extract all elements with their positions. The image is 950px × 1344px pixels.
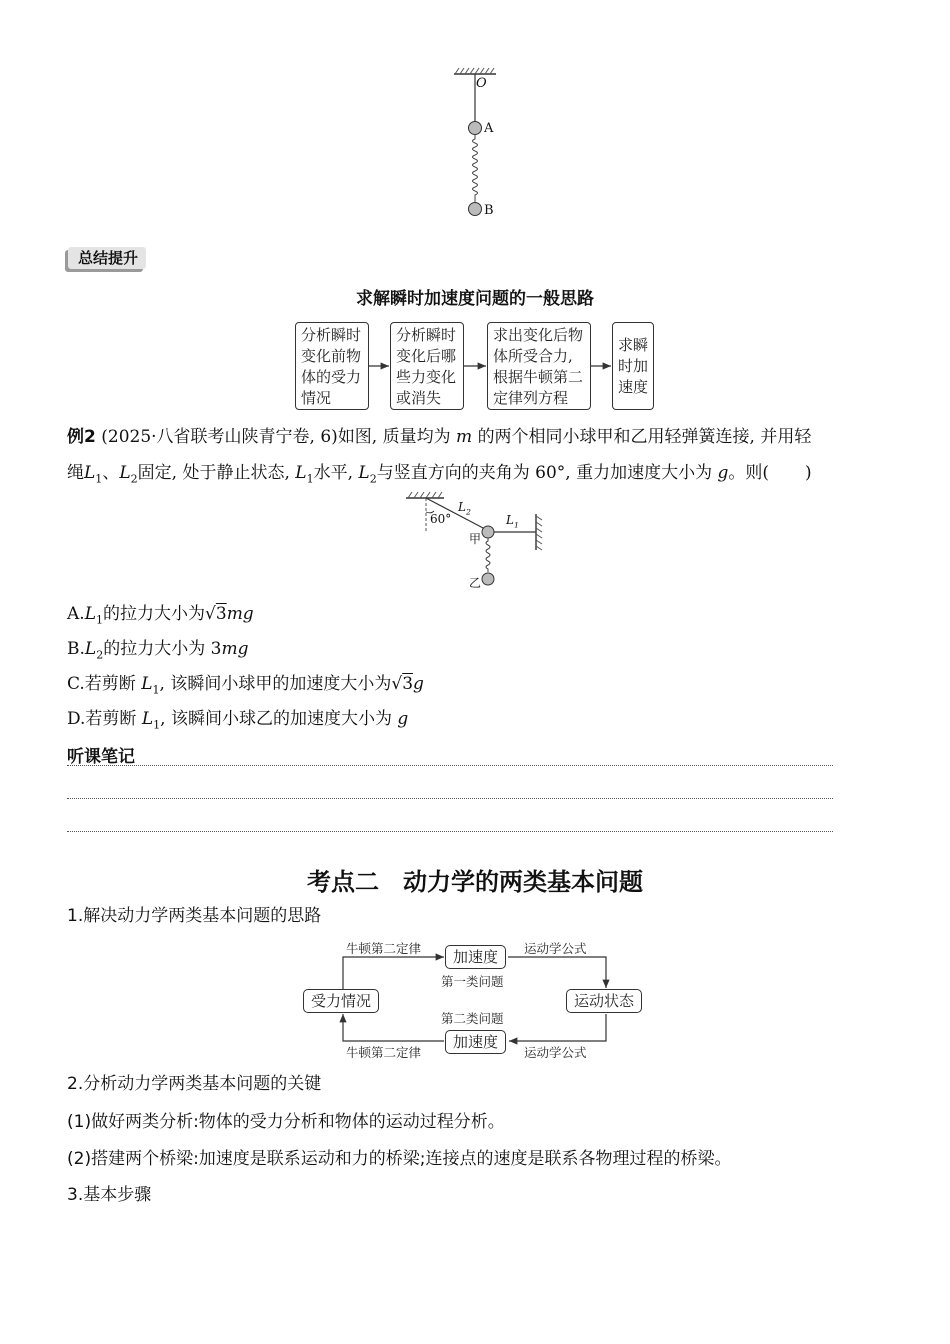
cycle-label-kinematics-bottom: 运动学公式 — [524, 1045, 587, 1060]
cycle-label-first-type: 第一类问题 — [441, 974, 504, 989]
item-1: 1.解决动力学两类基本问题的思路 — [67, 906, 322, 926]
cycle-label-newton-bottom: 牛顿第二定律 — [346, 1045, 422, 1060]
cycle-label-newton-top: 牛顿第二定律 — [346, 941, 422, 956]
summary-badge: 总结提升 — [68, 247, 146, 269]
option-b: $B.L_2$的拉力大小为 3mg — [67, 639, 249, 662]
fig2-label-yi: 乙 — [469, 576, 482, 590]
arrow-left-to-top — [343, 957, 444, 989]
item-2-1: (1)做好两类分析:物体的受力分析和物体的运动过程分析。 — [67, 1112, 505, 1132]
label-a: A — [484, 121, 494, 136]
section-title: 考点二 动力学的两类基本问题 — [307, 868, 643, 896]
arrow-bottom-to-left — [343, 1014, 444, 1041]
cycle-force-box: 受力情况 — [303, 989, 379, 1013]
cycle-label-second-type: 第二类问题 — [441, 1011, 504, 1026]
cycle-label-kinematics-top: 运动学公式 — [524, 941, 587, 956]
example-2-line-1: 例2 (2025·八省联考山陕青宁卷, 6)如图, 质量均为 m 的两个相同小球甲和乙用轻弹簧连接, 并用轻 — [67, 427, 812, 447]
item-2: 2.分析动力学两类基本问题的关键 — [67, 1074, 322, 1094]
label-o: O — [476, 76, 487, 91]
cycle-accel-top-box: 加速度 — [445, 945, 506, 969]
fig2-label-l1: $L_1$ — [506, 513, 519, 530]
option-d: D.若剪断 $L_1$, 该瞬间小球乙的加速度大小为 g — [67, 709, 409, 732]
flow-step-2: 分析瞬时 变化后哪 些力变化 或消失 — [390, 322, 464, 410]
item-3: 3.基本步骤 — [67, 1185, 152, 1205]
flow-step-4: 求瞬 时加 速度 — [612, 322, 654, 410]
cycle-accel-bottom-box: 加速度 — [445, 1030, 506, 1054]
option-c: C.若剪断 $L_1$, 该瞬间小球甲的加速度大小为√3g — [67, 674, 424, 697]
label-b: B — [484, 203, 494, 218]
example-2-line-2: 绳$L_1$、$L_2$固定, 处于静止状态, $L_1$水平, $L_2$与竖直方向的夹角为 60°, 重力加速度大小为 g。则( ) — [67, 463, 812, 486]
fig2-label-jia: 甲 — [469, 532, 482, 546]
flow-step-3: 求出变化后物 体所受合力, 根据牛顿第二 定律列方程 — [487, 322, 591, 410]
notes-label: 听课笔记 — [67, 747, 135, 767]
flow-title: 求解瞬时加速度问题的一般思路 — [356, 289, 594, 309]
arrow-top-to-right — [508, 957, 606, 988]
flow-step-1: 分析瞬时 变化前物 体的受力 情况 — [295, 322, 369, 410]
fig2-angle: 60° — [430, 512, 452, 526]
item-2-2: (2)搭建两个桥梁:加速度是联系运动和力的桥梁;连接点的速度是联系各物理过程的桥梁。 — [67, 1149, 732, 1169]
fig2-label-l2: $L_2$ — [458, 500, 471, 517]
example-label: 例2 — [67, 427, 96, 447]
cycle-motion-box: 运动状态 — [566, 989, 642, 1013]
arrow-right-to-bottom — [509, 1014, 606, 1041]
example-source: (2025·八省联考山陕青宁卷, 6) — [101, 427, 338, 447]
option-a: $A.L_1$的拉力大小为√3mg — [67, 604, 254, 627]
